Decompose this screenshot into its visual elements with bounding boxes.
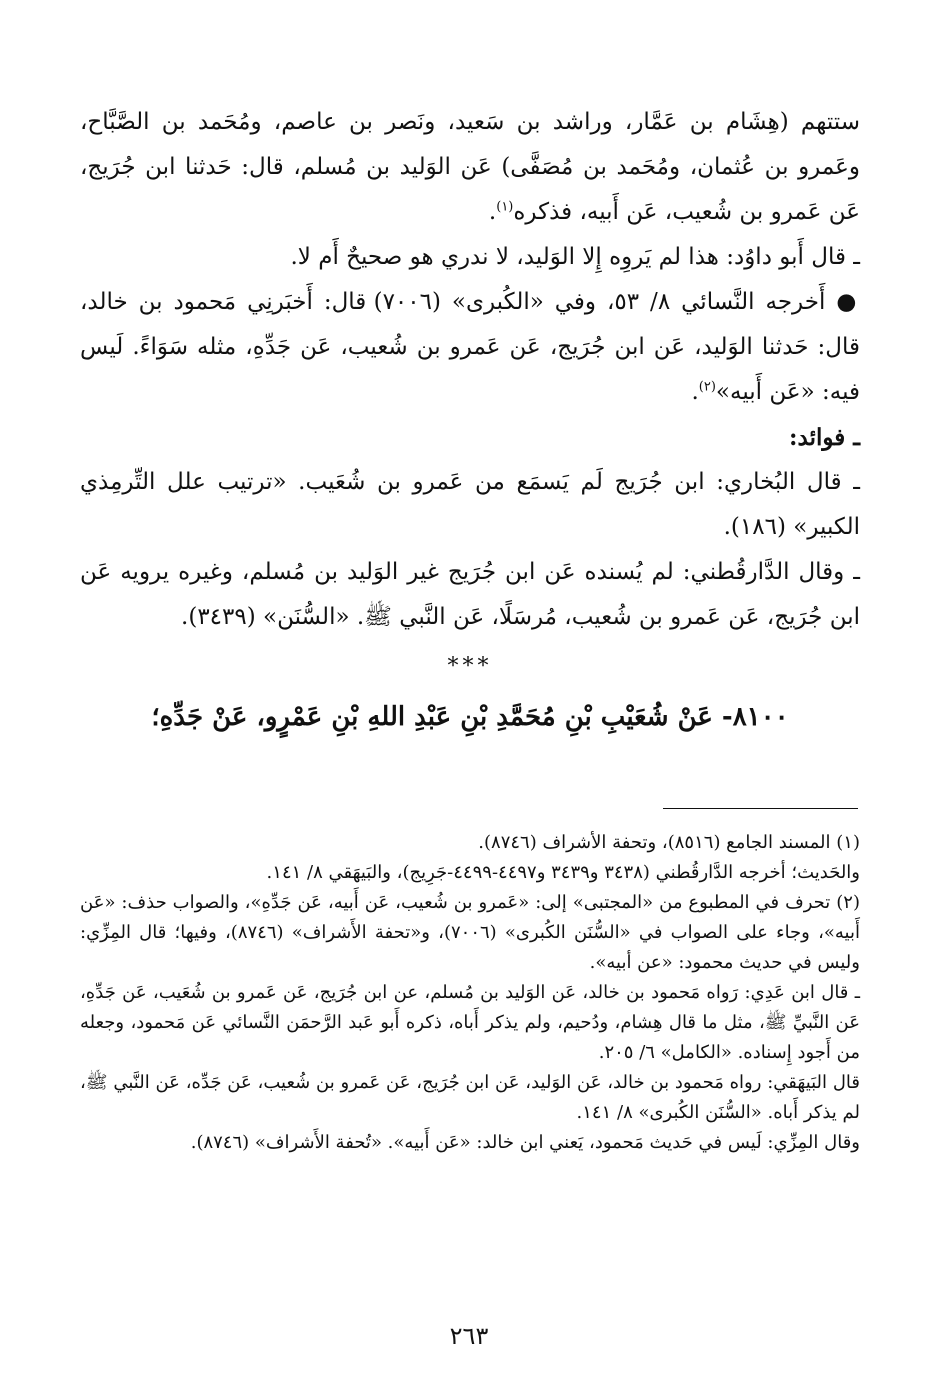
section-separator-stars: *** — [447, 654, 493, 679]
paragraph-4: ـ قال البُخاري: ابن جُرَيج لَم يَسمَع من عَمرو بن شُعَيب. «ترتيب علل التِّرمِذي الكبير» (١٨٦). — [80, 469, 860, 540]
paragraph-1 — [80, 100, 860, 235]
paragraph-3-text: ● أَخرجه النَّسائي ٨/ ٥٣، وفي «الكُبرى» (٧٠٠٦) قال: أَخبَرنِي مَحمود بن خالد، قال: حَدثنا الوَليد، عَن ابن جُرَيج، عَن عَمرو بن شُعيب، عَن جَدِّهِ، مثله سَوَاءً. لَيس فيه: «عَن أَبيه» — [80, 289, 860, 405]
page-number: ٢٦٣ — [449, 1322, 489, 1350]
paragraph-2: ـ قال أَبو داوُد: هذا لم يَروِه إِلا الوَليد، لا ندري هو صحيحٌ أَم لا. — [290, 244, 860, 270]
paragraph-3 — [80, 280, 860, 415]
fawaid-heading: ـ فوائد: — [789, 424, 860, 451]
footnote-1-continued: والحَديث؛ أخرجه الدَّارقُطني (٣٤٣٨ و٣٤٣٩ و٤٤٩٧-٤٤٩٩-جَرِيج)، والبَيهَقي ٨/ ١٤١. — [266, 862, 860, 883]
paragraph-1-end: . — [488, 199, 497, 225]
paragraph-5: ـ وقال الدَّارقُطني: لم يُسنده عَن ابن جُرَيج غير الوَليد بن مُسلم، وغيره يرويه عَن ابن جُرَيج، عَن عَمرو بن شُعيب، مُرسَلًا، عَن النَّبي ﷺ. «السُّنَن» (٣٤٣٩). — [80, 559, 860, 630]
main-text — [80, 100, 860, 740]
footnote-1: (١) المسند الجامع (٨٥١٦)، وتحفة الأشراف (٨٧٤٦). — [478, 832, 860, 853]
footnote-divider — [663, 808, 858, 809]
footnote-2-mizzi: وقال المِزِّي: لَيس في حَديث مَحمود، يَعني ابن خالد: «عَن أَبيه». «تُحفة الأَشراف» (٨٧٤٦). — [190, 1132, 860, 1153]
footnote-2: (٢) تحرف في المطبوع من «المجتبى» إلى: «عَمرو بن شُعيب، عَن أَبيه، عَن جَدِّهِ»، والصواب حذف: «عَن أَبيه»، وجاء على الصواب في «السُّنَن الكُبرى» (٧٠٠٦)، و«تحفة الأَشراف» (٨٧٤٦)، وفيها؛ قال المِزِّي: وليس في حديث محمود: «عن أبيه». — [80, 892, 860, 973]
footnote-2-ibn-adi: ـ قال ابن عَدِي: رَواه مَحمود بن خالد، عَن الوَليد بن مُسلم، عن ابن جُرَيج، عَن عَمرو بن شُعَيب، عَن جَدِّهِ، عَن النَّبيِّ ﷺ، مثل ما قال هِشام، ودُحيم، ولم يذكر أَباه، ذكره أَبو عَبد الرَّحمَن النَّسائي عَن مَحمود، وجعله من أَجود إِسناده. «الكامل» ٦/ ٢٠٥. — [80, 982, 860, 1063]
footnote-ref-2[interactable]: (٢) — [698, 379, 716, 395]
footnotes — [80, 828, 860, 1158]
footnote-2-bayhaqi: قال البَيهَقي: رواه مَحمود بن خالد، عَن الوَليد، عَن ابن جُرَيج، عَن عَمرو بن شُعيب، عَن جَدِّه، عَن النَّبي ﷺ، لم يذكر أَباه. «السُّنَن الكُبرى» ٨/ ١٤١. — [80, 1072, 860, 1123]
hadith-heading: ٨١٠٠- عَنْ شُعَيْبِ بْنِ مُحَمَّدِ بْنِ عَبْدِ اللهِ بْنِ عَمْرٍو، عَنْ جَدِّهِ؛ — [151, 702, 789, 732]
footnote-ref-1[interactable]: (١) — [496, 199, 514, 215]
paragraph-1-text: ستتهم (هِشَام بن عَمَّار، وراشد بن سَعيد، ونَصر بن عاصم، ومُحَمد بن الصَّبَّاح، وعَمرو بن عُثمان، ومُحَمد بن مُصَفَّى) عَن الوَليد بن مُسلم، قال: حَدثنا ابن جُرَيج، عَن عَمرو بن شُعيب، عَن أَبيه، فذكره — [80, 109, 860, 225]
paragraph-3-end: . — [691, 379, 699, 405]
